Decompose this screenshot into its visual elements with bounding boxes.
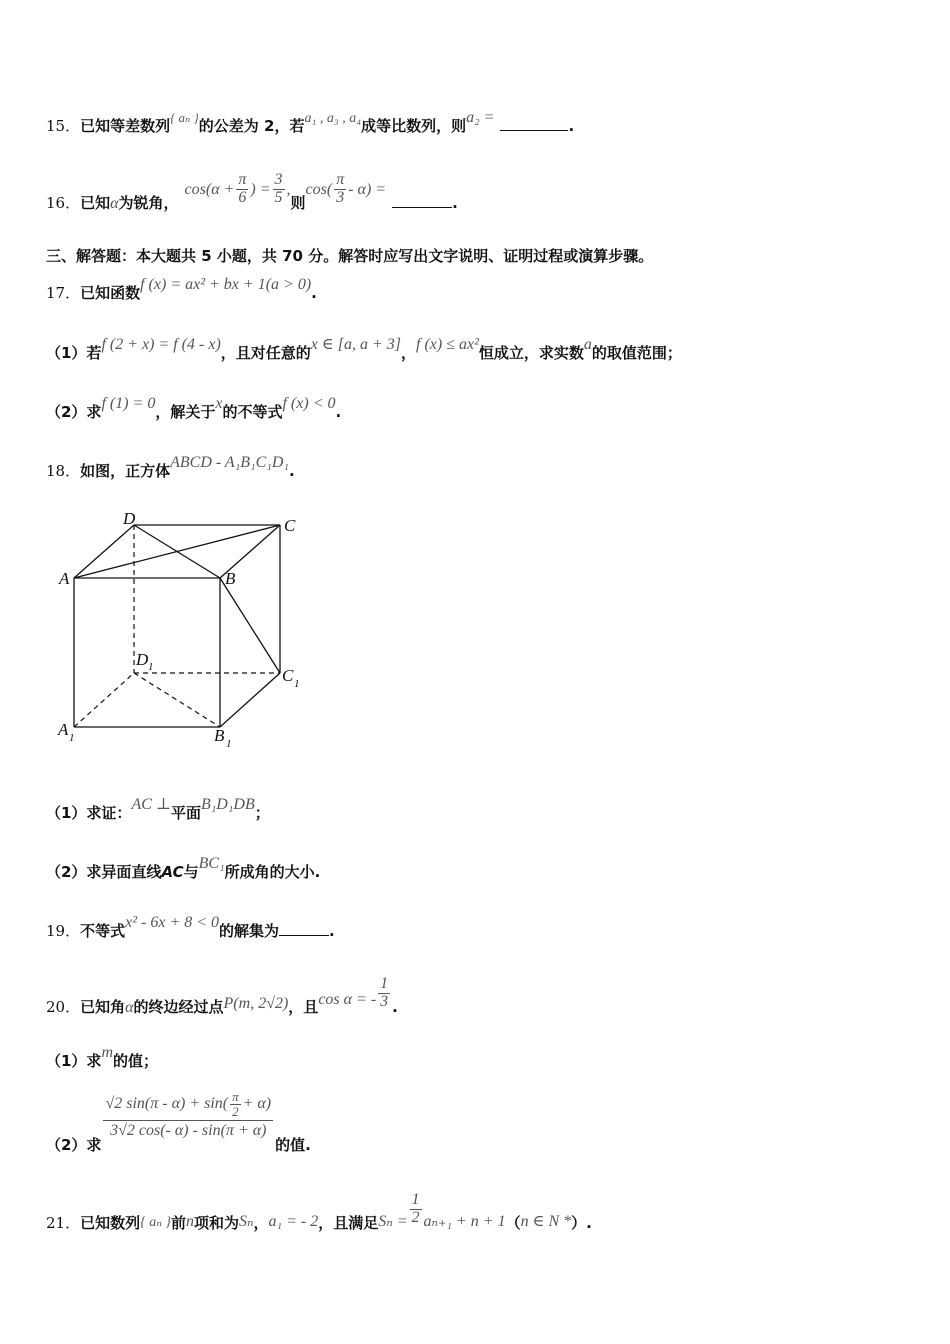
math-expression: f (x) ≤ ax² — [416, 336, 479, 353]
vertex-label-A1: A — [58, 720, 69, 739]
math-expression: f (x) = ax² + bx + 1(a > 0) — [140, 276, 312, 293]
math-fraction: $\frac{3}{5}$ — [274, 171, 283, 206]
math-expression: α — [125, 998, 134, 1016]
question-number: 18． — [46, 462, 81, 480]
question-20: 20．已知角α的终边经过点P(m, 2√2)，且cos α = - $\frac{1}{3}$ . — [46, 975, 398, 1016]
diagonal-BC1 — [220, 578, 280, 673]
math-expression: Sₙ — [239, 1212, 254, 1230]
edge-B1C1 — [220, 673, 280, 727]
vertex-subscript: 1 — [69, 732, 75, 744]
math-expression: AC — [161, 863, 184, 881]
question-number: 20． — [46, 997, 81, 1016]
math-expression: n — [186, 1212, 194, 1230]
math-expression: AC ⊥ — [131, 796, 171, 813]
math-fraction: $\frac{1}{2}$ — [411, 1191, 420, 1226]
question-20-part-2: （2）求 √2 sin(π - α) + sin( $\frac{\pi}{2}$ + α) 3√2 cos(- α) - sin(π + α) 的值. — [46, 1089, 311, 1154]
question-21: 21．已知数列{ aₙ }前n项和为Sₙ，a₁ = - 2，且满足Sₙ = $\frac{1}{2}$ aₙ₊₁ + n + 1（n ∈ N *）. — [46, 1191, 592, 1232]
question-number: 17． — [46, 284, 81, 302]
question-20-part-1: （1）求m的值； — [46, 1044, 159, 1070]
math-fraction: $\frac{1}{3}$ — [380, 975, 389, 1010]
hidden-diagonal-D1B1 — [134, 673, 220, 727]
math-expression: x² - 6x + 8 < 0 — [125, 914, 220, 931]
math-expression: a₁ , a₃ , a₄ — [304, 111, 362, 126]
math-expression: ABCD - A₁B₁C₁D₁ — [170, 454, 289, 471]
math-expression: x ∈ [a, a + 3] — [310, 336, 401, 353]
answer-blank — [392, 207, 452, 208]
math-fraction: $\frac{\pi}{3}$ — [336, 171, 345, 206]
answer-blank — [500, 130, 568, 131]
vertex-subscript: 1 — [226, 738, 232, 750]
math-expression: Sₙ = — [378, 1212, 408, 1230]
math-expression: BC₁ — [198, 855, 225, 872]
hidden-edge-A1D1 — [74, 673, 134, 727]
math-expression: aₙ₊₁ + n + 1 — [423, 1212, 506, 1230]
cube-figure — [50, 505, 310, 755]
vertex-label-B: B — [225, 569, 236, 588]
section-heading: 三、解答题：本大题共 5 小题，共 70 分。解答时应写出文字说明、证明过程或演算步骤。 — [46, 247, 654, 265]
question-16: 16．已知α为锐角，cos(α + $\frac{\pi}{6}$ ) = $\frac{3}{5}$ ,则cos( $\frac{\pi}{3}$ - α) =. — [46, 171, 458, 212]
question-18-part-2: （2）求异面直线AC与BC₁所成角的大小. — [46, 855, 321, 881]
question-number: 15． — [46, 117, 81, 135]
question-19: 19．不等式x² - 6x + 8 < 0的解集为 . — [46, 914, 335, 940]
diagonal-DB — [134, 525, 220, 578]
math-expression: x — [215, 395, 223, 412]
math-expression: f (x) < 0 — [282, 395, 336, 412]
math-expression: f (1) = 0 — [101, 395, 156, 412]
math-expression: a — [583, 336, 592, 353]
math-expression: { aₙ } — [170, 110, 199, 125]
vertex-label-D: D — [123, 509, 136, 528]
math-expression: cos( — [305, 180, 333, 198]
question-17-part-2: （2）求f (1) = 0，解关于x的不等式f (x) < 0. — [46, 395, 342, 421]
math-fraction: √2 sin(π - α) + sin( $\frac{\pi}{2}$ + α) 3√2 cos(- α) - sin(π + α) — [105, 1089, 272, 1140]
question-18: 18．如图，正方体ABCD - A₁B₁C₁D₁. — [46, 454, 295, 480]
question-number: 16． — [46, 193, 81, 212]
question-18-part-1: （1）求证：AC ⊥平面B₁D₁DB； — [46, 796, 270, 822]
math-expression: a₁ = - 2 — [268, 1212, 319, 1230]
math-fraction: $\frac{\pi}{2}$ — [232, 1089, 239, 1119]
math-expression: n ∈ N * — [520, 1212, 572, 1230]
vertex-label-C: C — [284, 516, 296, 535]
vertex-subscript: 1 — [294, 678, 300, 690]
answer-blank — [279, 935, 329, 936]
math-expression: B₁D₁DB — [200, 796, 255, 813]
math-expression: a₂ = — [466, 109, 495, 126]
question-15: 15．已知等差数列{ aₙ }的公差为 2，若a₁ , a₃ , a₄成等比数列，则a₂ = . — [46, 109, 575, 135]
vertex-label-A: A — [59, 569, 70, 588]
math-expression: { aₙ } — [140, 1214, 171, 1230]
question-17: 17．已知函数f (x) = ax² + bx + 1(a > 0). — [46, 276, 317, 302]
vertex-subscript: 1 — [148, 661, 154, 673]
math-expression: m — [101, 1044, 113, 1061]
math-expression: f (2 + x) = f (4 - x) — [101, 336, 221, 353]
math-expression: cos α = - — [318, 990, 377, 1008]
question-17-part-1: （1）若f (2 + x) = f (4 - x)，且对任意的x ∈ [a, a + 3]，f (x) ≤ ax²恒成立，求实数a的取值范围； — [46, 336, 682, 362]
math-expression: P(m, 2√2) — [223, 994, 289, 1012]
vertex-label-D1: D — [136, 650, 149, 669]
math-expression: cos(α + — [184, 180, 235, 198]
question-number: 21． — [46, 1213, 81, 1232]
vertex-label-C1: C — [282, 666, 294, 685]
math-fraction: $\frac{\pi}{6}$ — [238, 171, 247, 206]
vertex-label-B1: B — [214, 726, 225, 745]
math-expression: α — [110, 194, 119, 212]
question-number: 19． — [46, 922, 81, 940]
